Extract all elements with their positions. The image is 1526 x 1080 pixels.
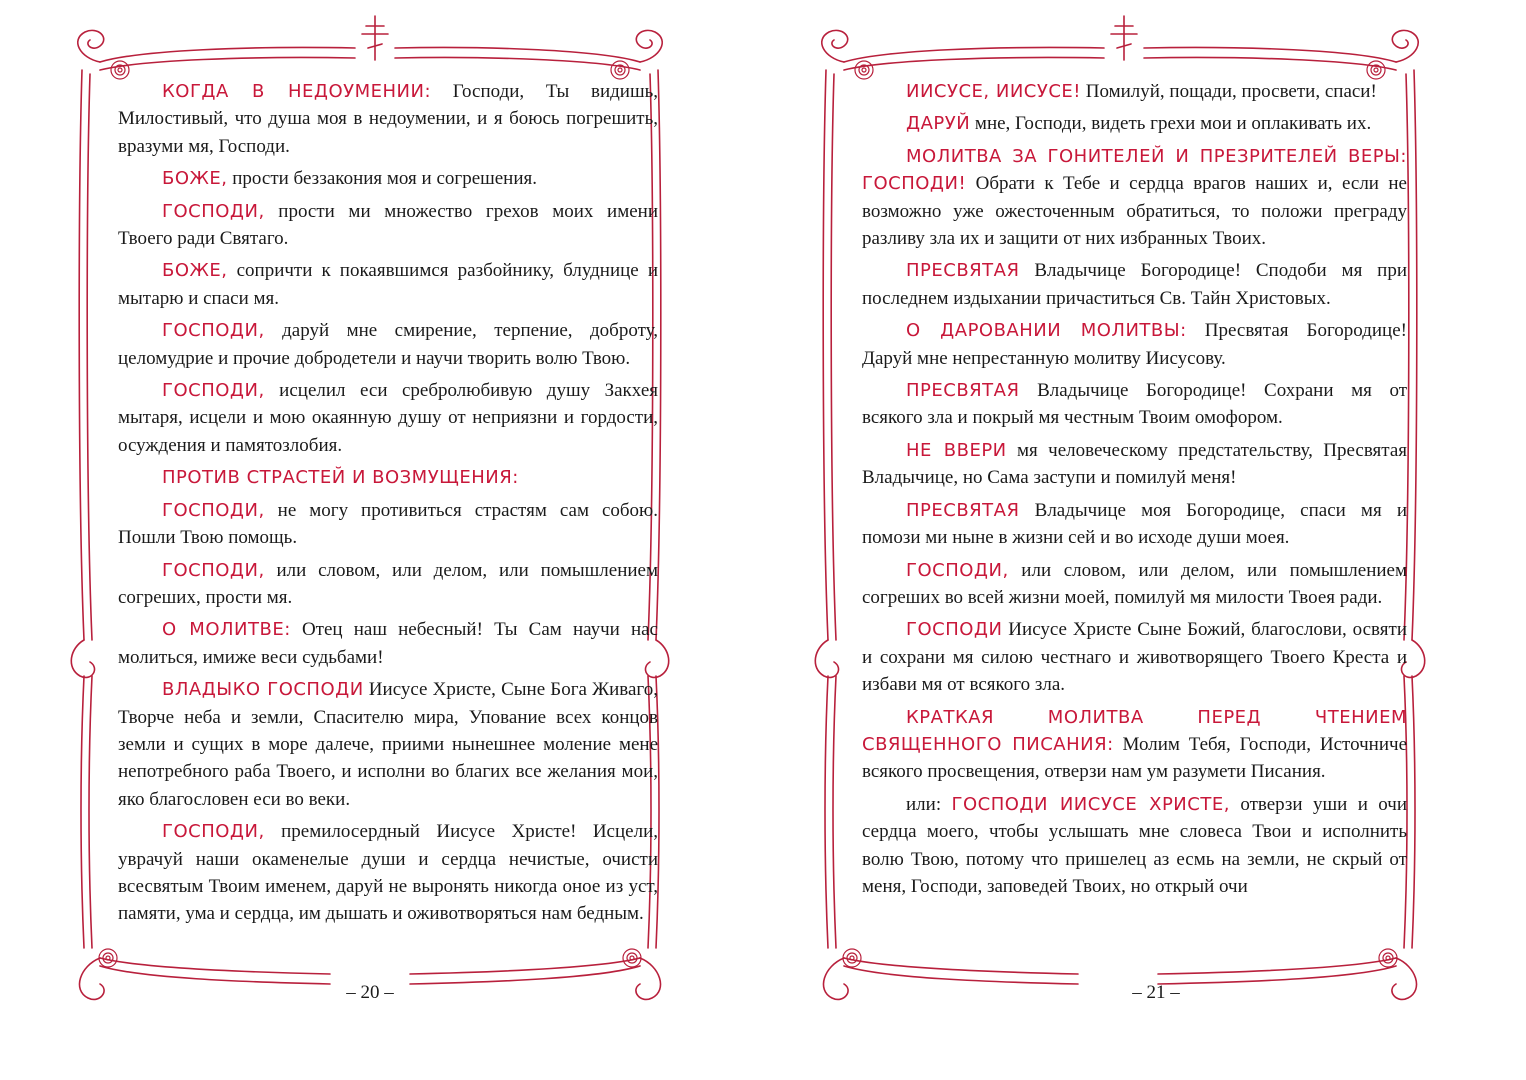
prayer-paragraph (862, 143, 1407, 253)
prayer-heading: О ДАРОВАНИИ МОЛИТВЫ: (906, 320, 1187, 342)
prayer-paragraph (118, 676, 658, 813)
prayer-heading: ПРЕСВЯТАЯ (906, 380, 1020, 402)
prayer-paragraph (862, 110, 1407, 137)
prayer-heading: ГОСПОДИ, (906, 559, 1009, 581)
prayer-paragraph (118, 497, 658, 552)
prayer-heading: ИИСУСЕ, ИИСУСЕ! (906, 81, 1081, 102)
prayer-heading: ВЛАДЫКО ГОСПОДИ (162, 679, 364, 701)
prayer-paragraph (862, 317, 1407, 372)
prayer-body: даруй мне смирение, терпение, доброту, целомудрие и прочие добродетели и научи творить волю Твою. (118, 320, 658, 369)
prayer-body: Помилуй, пощади, просвети, спаси! (1080, 81, 1377, 102)
prayer-body: Иисусе Христе, Сыне Бога Живаго, Творче неба и земли, Спасителю мира, Упование всех концов земли и сущих в море далече, приими нынешнее моление мене непотребного раба Твоего, и исполни во благих все желания мои, яко благословен еси во веки. (118, 679, 658, 810)
prayer-heading: ПРОТИВ СТРАСТЕЙ И ВОЗМУЩЕНИЯ: (162, 467, 519, 489)
section-heading (118, 464, 658, 491)
prayer-body: прости ми множество грехов моих имени Твоего ради Святаго. (118, 200, 658, 250)
prayer-paragraph (862, 257, 1407, 312)
prayer-paragraph (118, 818, 658, 928)
prayer-body: прости беззакония моя и согрешения. (227, 168, 538, 190)
prayer-body: мя человеческому предстательству, Пресвятая Владычице, но Сама заступи и помилуй меня! (862, 439, 1407, 489)
prayer-body: премилосердный Иисусе Христе! Исцели, уврачуй наши окаменелые души и сердца нечистые, очисти всесвятым Твоим именем, даруй не выронять никогда оное из уст, памяти, ума и сердца, им дышать и оживотворяться нам бедным. (118, 821, 658, 925)
prayer-body: не могу противиться страстям сам собою. Пошли Твою помощь. (118, 499, 658, 549)
page-number: – 20 – (346, 982, 394, 1003)
prayer-heading: КОГДА В НЕДОУМЕНИИ: (162, 81, 432, 102)
prayer-paragraph (862, 437, 1407, 492)
prayer-body: отверзи уши и очи сердца моего, чтобы услышать мне словеса Твои и исполнить волю Твою, потому что пришелец аз есмь на земли, не скрый от меня, Господи, заповедей Твоих, но открый очи (862, 793, 1408, 897)
prayer-paragraph (118, 165, 658, 192)
prayer-paragraph (118, 557, 658, 612)
prayer-body: Молим Тебя, Господи, Источниче всякого просвещения, отверзи нам ум разумети Писания. (862, 733, 1407, 783)
prayer-body: мне, Господи, видеть грехи мои и оплакивать их. (970, 113, 1372, 135)
prayer-heading: ДАРУЙ (906, 113, 971, 135)
prayer-heading: ГОСПОДИ, (162, 559, 265, 581)
prayer-body: Пресвятая Богородице! Даруй мне непрестанную молитву Иисусову. (862, 320, 1407, 369)
prayer-body: сопричти к покаявшимся разбойнику, блуднице и мытарю и спаси мя. (118, 260, 658, 309)
prayer-heading: КРАТКАЯ МОЛИТВА ПЕРЕД ЧТЕНИЕМ СВЯЩЕННОГО ПИСАНИЯ: (862, 706, 1407, 755)
prayer-body: или словом, или делом, или помышлением согреших, прости мя. (118, 559, 658, 608)
prayer-text (118, 78, 658, 933)
prayer-paragraph (862, 497, 1407, 552)
left-page (0, 0, 740, 1080)
prayer-body: Обрати к Тебе и сердца врагов наших и, если не возможно уже ожесточенным обратиться, то положи преграду разливу зла их и защити от них избранных Твоих. (862, 173, 1407, 250)
prayer-body: Владычице Богородице! Сохрани мя от всякого зла и покрый мя честным Твоим омофором. (862, 380, 1407, 429)
page-number: – 21 – (1132, 982, 1180, 1003)
prayer-body: Владычице моя Богородице, спаси мя и помози ми ныне в жизни сей и во исходе души моея. (862, 499, 1407, 549)
prayer-heading: НЕ ВВЕРИ (906, 439, 1007, 461)
prayer-body: исцелил еси сребролюбивую душу Закхея мытаря, исцели и мою окаянную душу от неприязни и гордости, осуждения и памятозлобия. (118, 380, 658, 456)
prayer-heading: ПРЕСВЯТАЯ (906, 260, 1020, 282)
prayer-heading: ГОСПОДИ (906, 619, 1003, 641)
prayer-heading: МОЛИТВА ЗА ГОНИТЕЛЕЙ И ПРЕЗРИТЕЛЕЙ ВЕРЫ: ГОСПОДИ! (862, 145, 1407, 195)
prayer-paragraph (118, 198, 658, 253)
prayer-paragraph (118, 78, 658, 160)
prayer-body: Владычице Богородице! Сподоби мя при последнем издыхании причаститься Св. Тайн Христовых. (862, 260, 1407, 309)
prayer-paragraph (862, 616, 1407, 698)
right-page (786, 0, 1526, 1080)
prayer-heading: БОЖЕ, (162, 260, 228, 282)
prayer-heading: ГОСПОДИ, (162, 821, 265, 843)
prayer-paragraph (862, 704, 1407, 786)
prayer-paragraph (862, 557, 1407, 612)
prayer-heading: БОЖЕ, (162, 168, 228, 190)
prayer-paragraph (118, 377, 658, 459)
prayer-body: Иисусе Христе Сыне Божий, благослови, освяти и сохрани мя силою честнаго и животворящего Твоего Креста и избави мя от всякого зла. (862, 619, 1407, 696)
prayer-body: Господи, Ты видишь, Милостивый, что душа моя в недоумении, и я боюсь погрешить, вразуми мя, Господи. (118, 81, 658, 157)
prayer-body: Отец наш небесный! Ты Сам научи нас молиться, имиже веси судьбами! (118, 619, 658, 668)
prayer-heading: ГОСПОДИ, (162, 320, 265, 342)
prayer-lead: или: (906, 793, 952, 815)
prayer-body: или словом, или делом, или помышлением согреших во всей жизни моей, помилуй мя милости Твоея ради. (862, 559, 1407, 608)
prayer-paragraph (862, 78, 1407, 105)
prayer-paragraph (118, 317, 658, 372)
prayer-heading: ГОСПОДИ, (162, 200, 265, 222)
prayer-paragraph (862, 377, 1407, 432)
prayer-paragraph (118, 616, 658, 671)
prayer-heading: ГОСПОДИ, (162, 499, 265, 521)
prayer-heading: ПРЕСВЯТАЯ (906, 499, 1020, 521)
prayer-paragraph (862, 791, 1407, 901)
prayer-paragraph (118, 257, 658, 312)
prayer-heading: ГОСПОДИ, (162, 380, 265, 402)
prayer-heading: О МОЛИТВЕ: (162, 619, 291, 641)
prayer-text (862, 78, 1407, 905)
prayer-heading: ГОСПОДИ ИИСУСЕ ХРИСТЕ, (951, 793, 1230, 815)
